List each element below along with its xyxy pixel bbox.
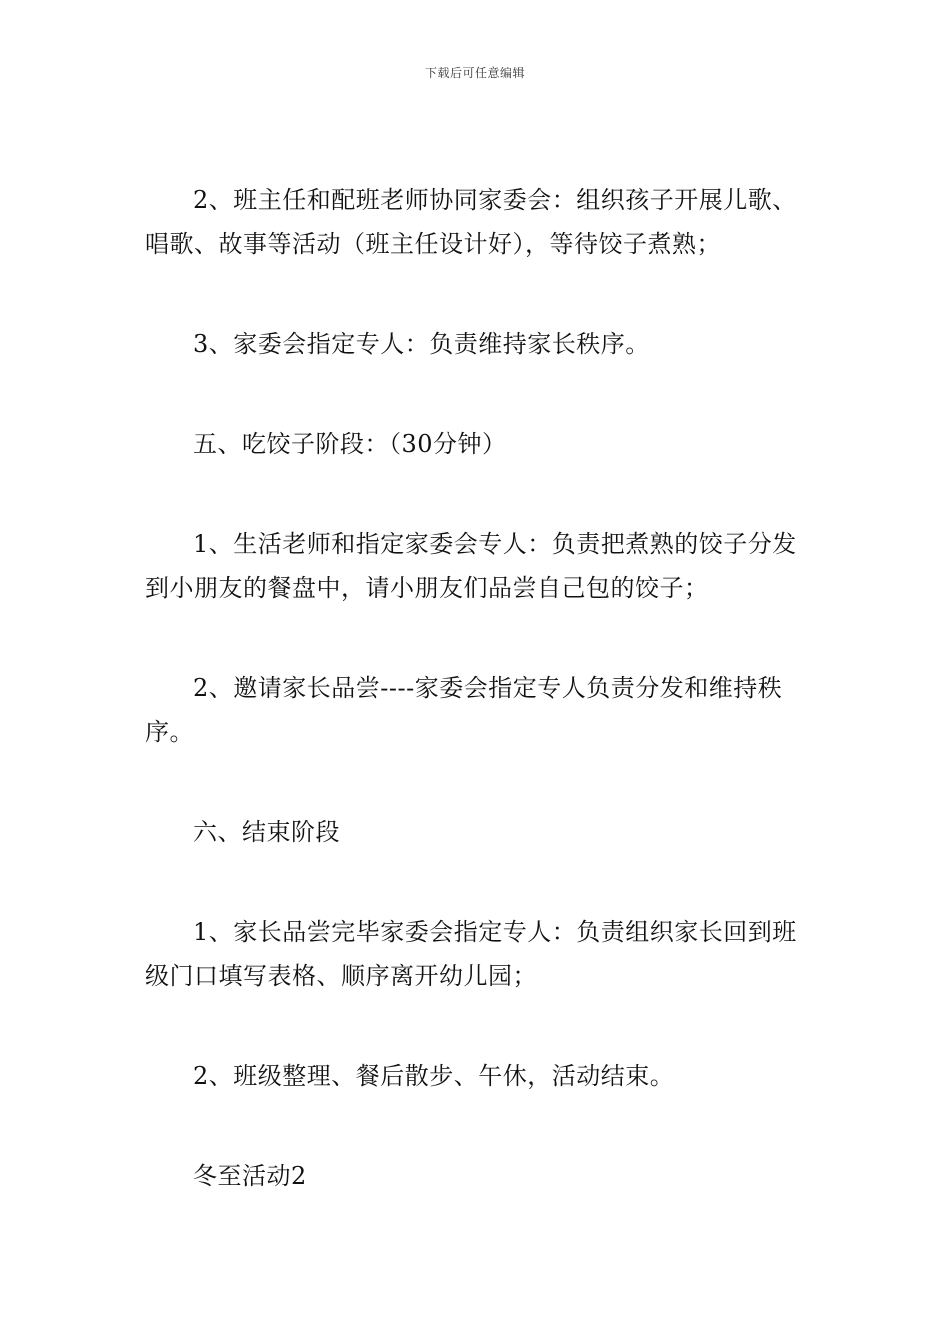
page-header-note: 下载后可任意编辑 (424, 66, 525, 80)
section-title-activity-2: 冬至活动2 (193, 1162, 307, 1190)
section-heading-eating: 五、吃饺子阶段：（30分钟） (193, 430, 507, 458)
section-heading-ending: 六、结束阶段 (193, 818, 340, 846)
paragraph-ending-step-1: 1、家长品尝完毕家委会指定专人：负责组织家长回到班级门口填写表格、顺序离开幼儿园； (145, 918, 797, 990)
paragraph-activity-step-3: 3、家委会指定专人：负责维持家长秩序。 (193, 330, 650, 358)
paragraph-ending-step-2: 2、班级整理、餐后散步、午休，活动结束。 (193, 1062, 675, 1090)
paragraph-eating-step-2: 2、邀请家长品尝----家委会指定专人负责分发和维持秩序。 (145, 674, 783, 746)
paragraph-eating-step-1: 1、生活老师和指定家委会专人：负责把煮熟的饺子分发到小朋友的餐盘中，请小朋友们品尝自己包的饺子； (145, 530, 797, 602)
paragraph-activity-step-2: 2、班主任和配班老师协同家委会：组织孩子开展儿歌、唱歌、故事等活动（班主任设计好），等待饺子煮熟； (145, 186, 797, 258)
document-body (145, 178, 815, 1254)
